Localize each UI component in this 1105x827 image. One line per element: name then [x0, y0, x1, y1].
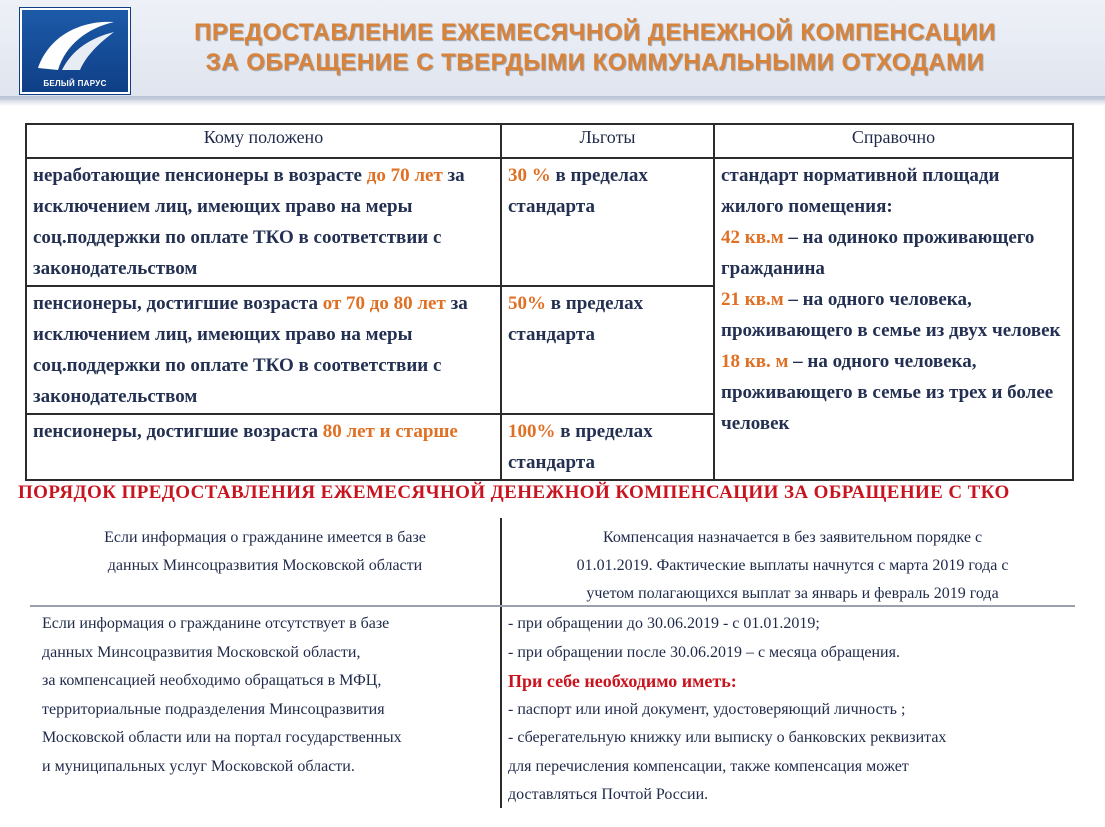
application-terms-cell: - при обращении до 30.06.2019 - с 01.01.2019; - при обращении после 30.06.2019 – с месяца обращения. При себе необходимо иметь: - паспорт или иной документ, удостоверяющий личность ; - сберегательную книжку или выписку о банковских реквизитах для перечисления компенсации, также компенсация может доставляться Почтой России. [508, 610, 1073, 810]
who-cell: пенсионеры, достигшие возраста от 70 до 80 лет за исключением лиц, имеющих право на меры соц.поддержки по оплате ТКО в соответствии с законодательством [26, 286, 501, 414]
reference-cell: стандарт нормативной площади жилого помещения: 42 кв.м – на одиноко проживающего гражданина 21 кв.м – на одного человека, проживающего в семье из двух человек 18 кв. м – на одного человека, проживающего в семье из трех и более человек [714, 158, 1073, 480]
procedure-table [30, 518, 1075, 808]
who-cell: неработающие пенсионеры в возрасте до 70 лет за исключением лиц, имеющих право на меры соц.поддержки по оплате ТКО в соответствии с законодательством [26, 158, 501, 286]
benefit-cell: 100% в пределах стандарта [501, 414, 714, 480]
column-divider [500, 518, 502, 808]
page-title [150, 18, 1040, 78]
not-in-database-cell: Если информация о гражданине отсутствует в базе данных Минсоцразвития Московской области, за компенсацией необходимо обращаться в МФЦ, территориальные подразделения Минсоцразвития Московской области или на портал государственных и муниципальных услуг Московской области. [42, 615, 402, 775]
documents-needed-title: При себе необходимо иметь: [508, 671, 737, 691]
header-shadow [0, 96, 1105, 106]
age-range: 80 лет и старше [322, 421, 458, 442]
header-band [0, 0, 1105, 100]
automatic-compensation-cell: Компенсация назначается в без заявительном порядке с 01.01.2019. Фактические выплаты начнутся с марта 2019 года с учетом полагающихся выплат за январь и февраль 2019 года [576, 529, 1009, 602]
area-value: 18 кв. м [721, 351, 789, 372]
benefit-percent: 100% [508, 421, 556, 442]
sail-icon [28, 14, 120, 76]
age-range: до 70 лет [366, 165, 443, 186]
header-reference: Справочно [714, 124, 1073, 158]
benefit-percent: 30 % [508, 165, 556, 186]
age-range: от 70 до 80 лет [322, 293, 446, 314]
title-line-2: ЗА ОБРАЩЕНИЕ С ТВЕРДЫМИ КОММУНАЛЬНЫМИ ОТХОДАМИ [205, 49, 985, 76]
area-value: 21 кв.м [721, 289, 784, 310]
area-value: 42 кв.м [721, 227, 784, 248]
company-logo [20, 8, 130, 94]
header-who: Кому положено [26, 124, 501, 158]
title-line-1: ПРЕДОСТАВЛЕНИЕ ЕЖЕМЕСЯЧНОЙ ДЕНЕЖНОЙ КОМПЕНСАЦИИ [194, 19, 996, 46]
procedure-title: ПОРЯДОК ПРЕДОСТАВЛЕНИЯ ЕЖЕМЕСЯЧНОЙ ДЕНЕЖНОЙ КОМПЕНСАЦИИ ЗА ОБРАЩЕНИЕ С ТКО [18, 482, 1010, 503]
table-row [26, 158, 1073, 286]
table-header-row [26, 124, 1073, 158]
benefit-cell: 30 % в пределах стандарта [501, 158, 714, 286]
header-benefits: Льготы [501, 124, 714, 158]
who-cell: пенсионеры, достигшие возраста 80 лет и старше [26, 414, 501, 480]
benefit-cell: 50% в пределах стандарта [501, 286, 714, 414]
benefit-percent: 50% [508, 293, 546, 314]
in-database-cell: Если информация о гражданине имеется в базе данных Минсоцразвития Московской области [104, 529, 426, 574]
eligibility-table [25, 123, 1074, 481]
logo-text: БЕЛЫЙ ПАРУС [43, 79, 107, 88]
reference-intro: стандарт нормативной площади жилого помещения: [721, 165, 1000, 217]
